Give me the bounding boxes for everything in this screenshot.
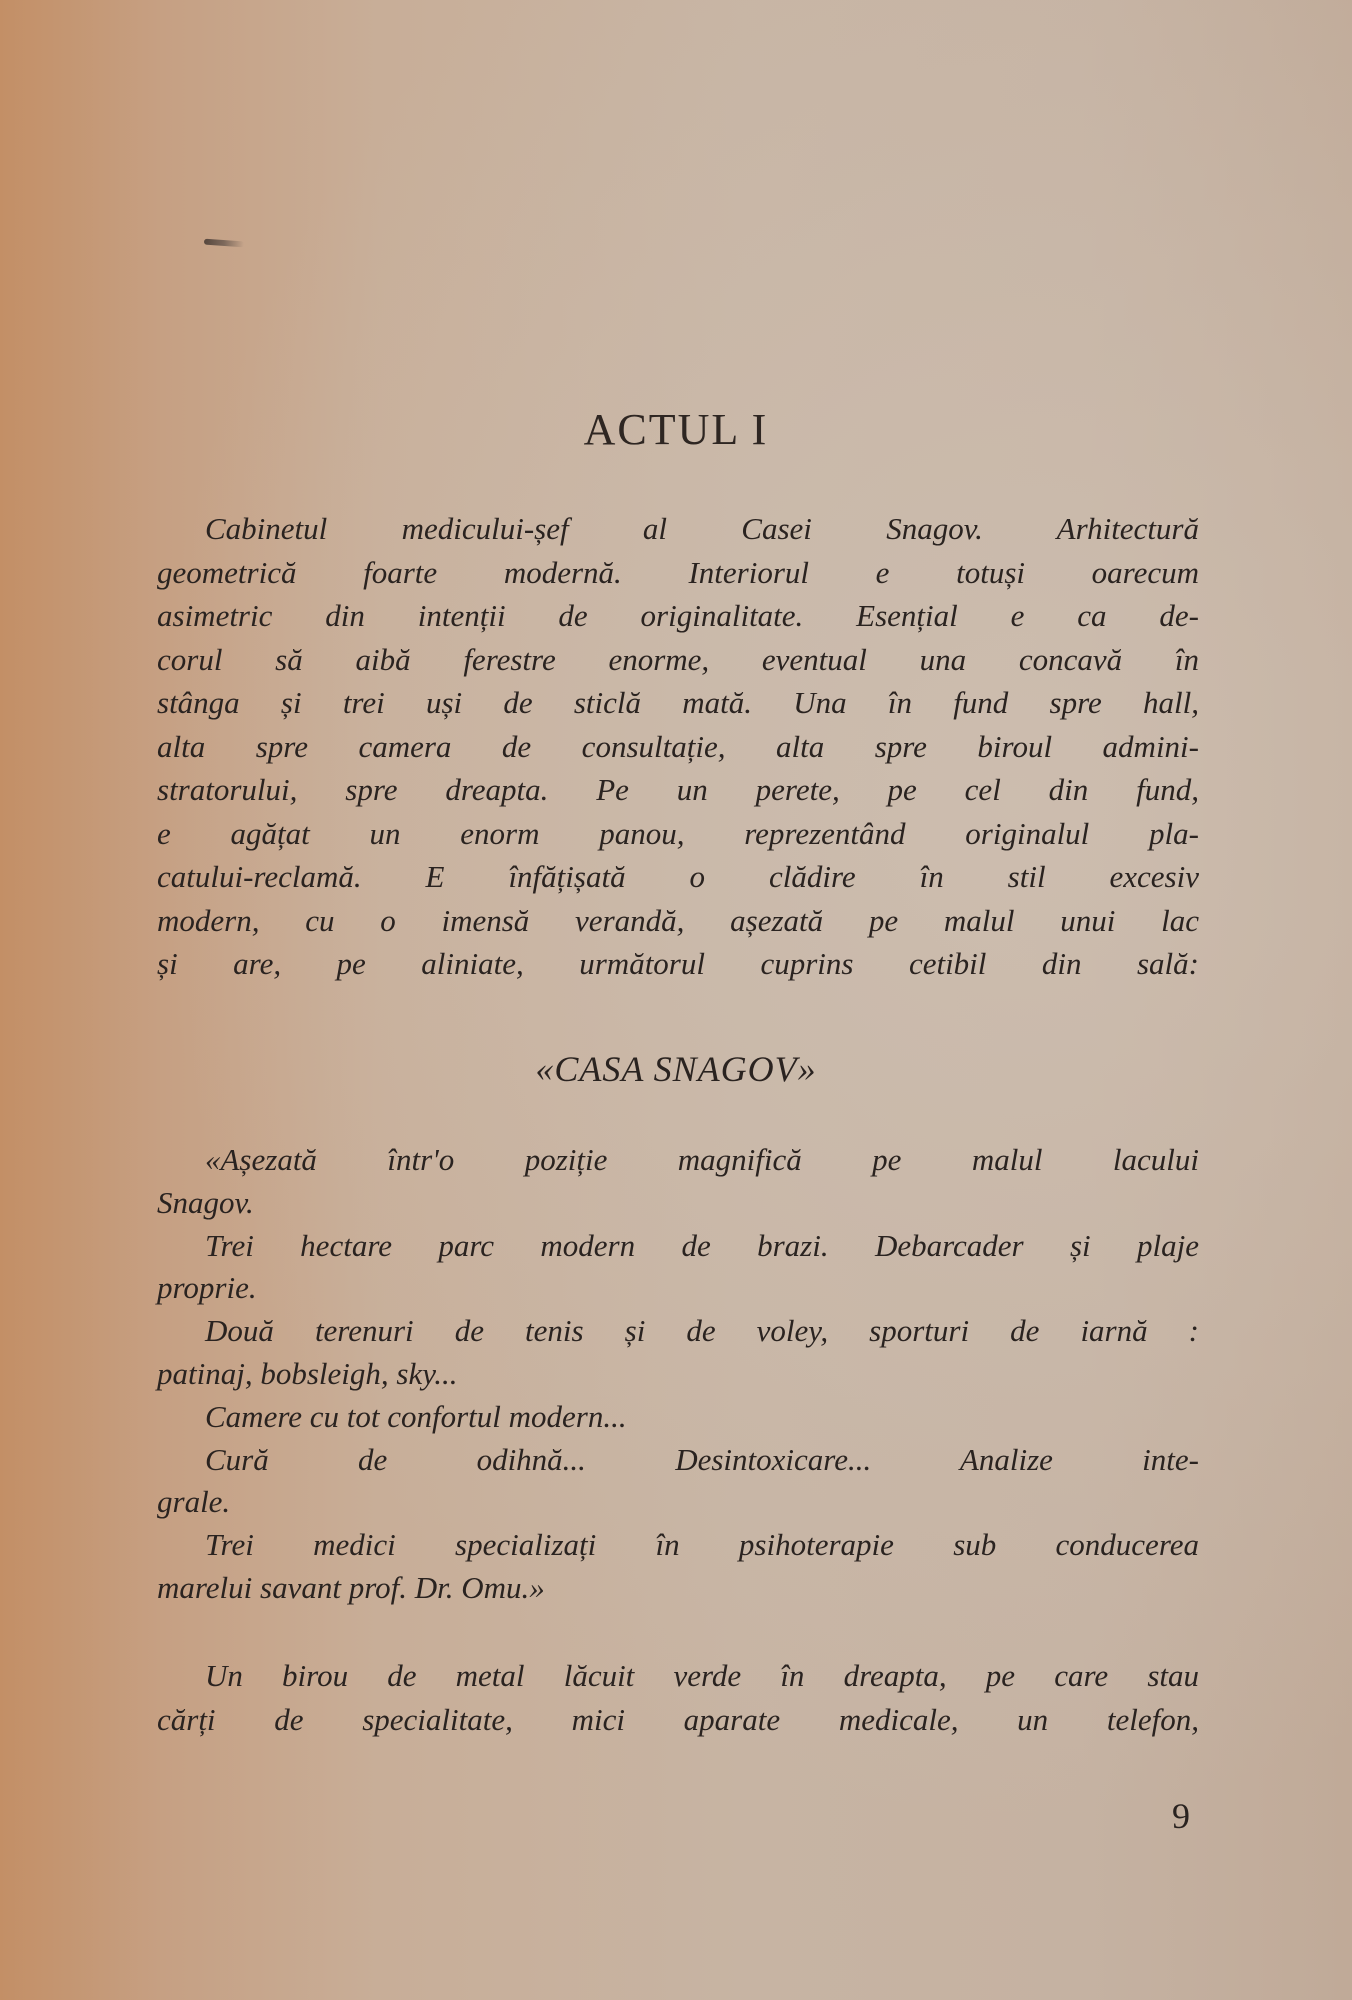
text-line: geometrică foarte modernă. Interiorul e totuși oarecum xyxy=(157,554,1199,590)
text-line: grale. xyxy=(157,1484,231,1520)
text-line: Cabinetul medicului-șef al Casei Snagov. Arhitectură xyxy=(205,511,1199,546)
text-line: corul să aibă ferestre enorme, eventual una concavă în xyxy=(157,641,1199,677)
text-line: Snagov. xyxy=(157,1184,254,1220)
closing-direction-paragraph xyxy=(157,1654,1199,1741)
text-line: Trei medici specializați în psihoterapie sub conducerea xyxy=(205,1527,1199,1563)
text-line: Cură de odihnă... Desintoxicare... Analize inte- xyxy=(205,1441,1199,1477)
text-line: cărți de specialitate, mici aparate medicale, un telefon, xyxy=(157,1701,1199,1737)
text-line: proprie. xyxy=(157,1270,257,1306)
text-line: asimetric din intenții de originalitate. Esențial e ca de- xyxy=(157,598,1199,633)
poster-text-paragraph xyxy=(157,1139,1199,1610)
text-line: și are, pe aliniate, următorul cuprins cetibil din sală: xyxy=(157,946,1199,981)
text-line: Trei hectare parc modern de brazi. Debarcader și plaje xyxy=(205,1227,1199,1263)
text-line: e agățat un enorm panou, reprezentând originalul pla- xyxy=(157,815,1199,851)
page-number: 9 xyxy=(1172,1796,1190,1836)
text-line: Camere cu tot confortul modern... xyxy=(205,1398,627,1434)
text-line: alta spre camera de consultație, alta spre biroul admini- xyxy=(157,728,1199,764)
text-line: Două terenuri de tenis și de voley, sporturi de iarnă : xyxy=(205,1313,1199,1349)
poster-title: «CASA SNAGOV» xyxy=(535,1049,817,1089)
stage-direction-paragraph xyxy=(157,507,1199,986)
act-heading: ACTUL I xyxy=(583,405,769,454)
text-line: marelui savant prof. Dr. Omu.» xyxy=(157,1569,545,1605)
text-line: catului-reclamă. E înfățișată o clădire în stil excesiv xyxy=(157,859,1199,894)
text-line: modern, cu o imensă verandă, așezată pe malul unui lac xyxy=(157,902,1199,938)
text-line: patinaj, bobsleigh, sky... xyxy=(157,1355,458,1391)
text-line: Un birou de metal lăcuit verde în dreapta, pe care stau xyxy=(205,1658,1199,1693)
text-line: stratorului, spre dreapta. Pe un perete, pe cel din fund, xyxy=(157,772,1199,807)
text-line: «Așezată într'o poziție magnifică pe malul lacului xyxy=(205,1142,1199,1177)
ink-smudge xyxy=(204,239,244,248)
text-line: stânga și trei uși de sticlă mată. Una în fund spre hall, xyxy=(157,685,1199,720)
